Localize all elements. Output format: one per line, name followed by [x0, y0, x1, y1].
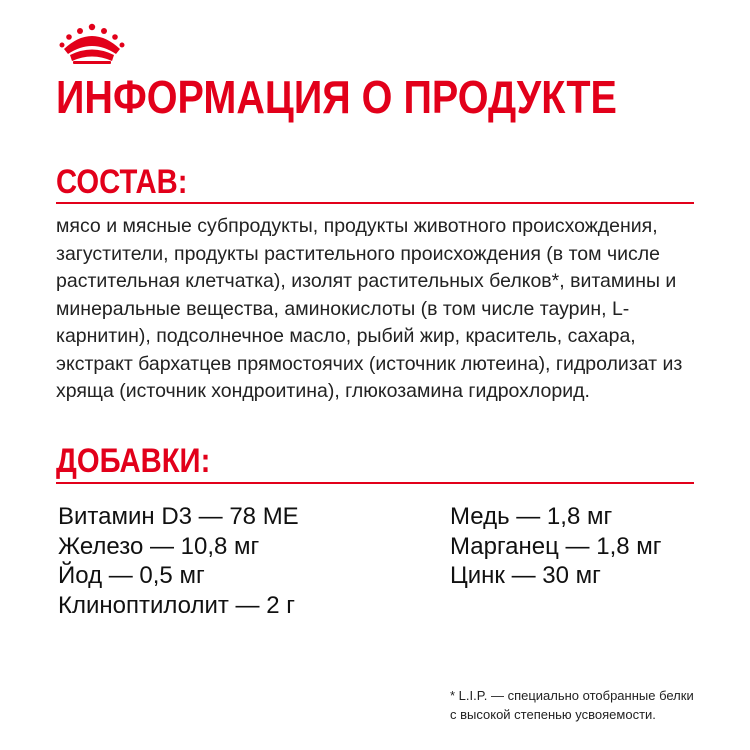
additive-item: Цинк — 30 мг	[450, 562, 601, 589]
additives-divider	[56, 482, 694, 484]
footnote-line: с высокой степенью усвояемости.	[450, 707, 656, 722]
additive-item: Йод — 0,5 мг	[58, 562, 205, 589]
additive-item: Железо — 10,8 мг	[58, 532, 260, 560]
additives-heading: ДОБАВКИ:	[56, 442, 211, 480]
additive-item: Клиноптилолит — 2 г	[58, 591, 295, 619]
additive-item: Витамин D3 — 78 МЕ	[58, 503, 299, 530]
additive-item: Марганец — 1,8 мг	[450, 532, 662, 560]
additives-list-left	[58, 502, 299, 620]
composition-divider	[56, 202, 694, 204]
additives-list-right	[450, 502, 662, 591]
footnote	[450, 686, 720, 724]
footnote-line: * L.I.P. — специально отобранные белки	[450, 688, 694, 703]
page-title: ИНФОРМАЦИЯ О ПРОДУКТЕ	[56, 71, 617, 123]
crown-icon	[58, 22, 126, 64]
additive-item: Медь — 1,8 мг	[450, 503, 613, 530]
composition-text: мясо и мясные субпродукты, продукты животного происхождения, загустители, продукты растительного происхождения (в том числе растительная клетчатка), изолят растительных белков*, витамины и минеральные вещества, аминокислоты (в том числе таурин, L-карнитин), подсолнечное масло, рыбий жир, краситель, сахара, экстракт бархатцев прямостоячих (источник лютеина), гидролизат из хряща (источник хондроитина), глюкозамина гидрохлорид.	[56, 215, 683, 402]
composition-heading: СОСТАВ:	[56, 163, 188, 201]
